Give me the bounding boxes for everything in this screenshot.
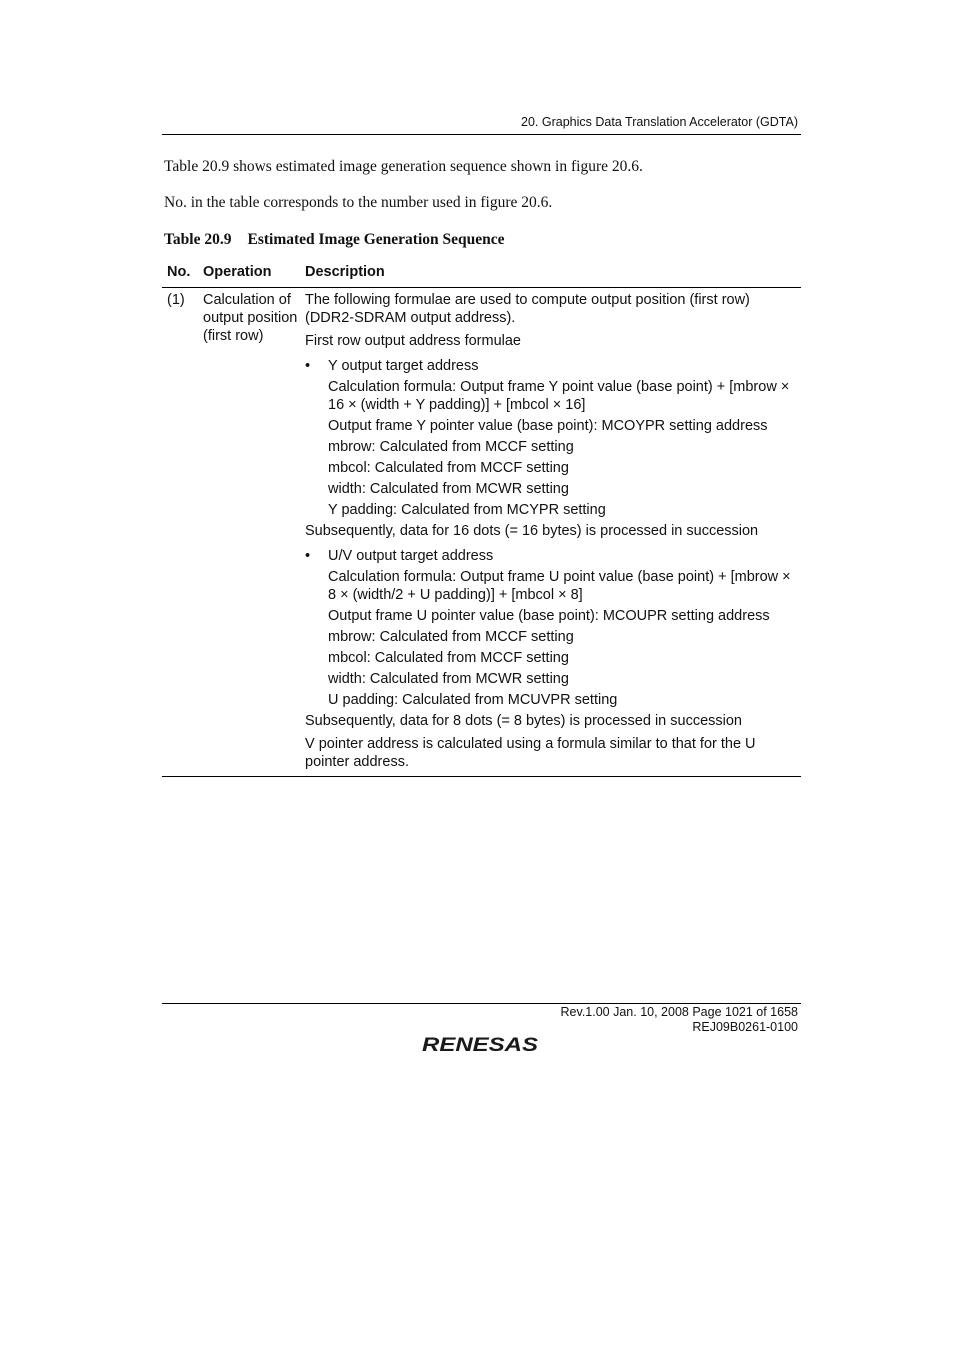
y-succession-note: Subsequently, data for 16 dots (= 16 bytes) is processed in succession [305, 523, 759, 539]
y-mbcol-line: mbcol: Calculated from MCCF setting [328, 460, 569, 476]
intro-paragraph-2: No. in the table corresponds to the number used in figure 20.6. [164, 194, 553, 211]
footer-rule [162, 1003, 801, 1004]
table-header-row [162, 263, 801, 288]
uv-width-line: width: Calculated from MCWR setting [328, 671, 569, 687]
column-header-description: Description [305, 264, 385, 280]
description-intro: The following formulae are used to compute output position (first row) (DDR2-SDRAM output address). [305, 292, 750, 326]
uv-formula: Calculation formula: Output frame U point value (base point) + [mbrow × 8 × (width/2 + U padding)] + [mbcol × 8] [328, 569, 791, 603]
table-row [162, 288, 801, 777]
footer-doc-number: REJ09B0261-0100 [692, 1020, 798, 1034]
y-bullet-title: Y output target address [328, 358, 479, 374]
uv-details [328, 568, 801, 709]
bullet-icon: • [305, 358, 311, 374]
row-number: (1) [167, 292, 185, 308]
uv-bullet-item [305, 547, 801, 565]
uv-mbcol-line: mbcol: Calculated from MCCF setting [328, 650, 569, 666]
sequence-table [162, 263, 801, 777]
column-header-no: No. [167, 264, 191, 280]
table-caption-title: Estimated Image Generation Sequence [247, 231, 505, 248]
uv-bullet-title: U/V output target address [328, 548, 494, 564]
description-subheading: First row output address formulae [305, 333, 521, 349]
uv-succession-note: Subsequently, data for 8 dots (= 8 bytes) is processed in succession [305, 713, 742, 729]
y-formula: Calculation formula: Output frame Y point value (base point) + [mbrow × 16 × (width + Y padding)] + [mbcol × 16] [328, 379, 790, 413]
bullet-icon: • [305, 548, 311, 564]
v-pointer-note: V pointer address is calculated using a formula similar to that for the U pointer address. [305, 736, 756, 770]
table-caption [164, 231, 505, 249]
uv-pointer-line: Output frame U pointer value (base point): MCOUPR setting address [328, 608, 770, 624]
uv-padding-line: U padding: Calculated from MCUVPR setting [328, 692, 618, 708]
y-width-line: width: Calculated from MCWR setting [328, 481, 569, 497]
header-rule [162, 134, 801, 135]
y-bullet-item [305, 357, 801, 375]
footer-info [462, 1005, 798, 1035]
intro-paragraph-1: Table 20.9 shows estimated image generation sequence shown in figure 20.6. [164, 158, 643, 175]
renesas-logo [420, 1032, 542, 1056]
row-operation: Calculation of output position (first row) [203, 292, 298, 344]
footer-revision: Rev.1.00 Jan. 10, 2008 Page 1021 of 1658 [560, 1005, 798, 1019]
row-description [305, 291, 801, 771]
y-details [328, 378, 801, 519]
y-padding-line: Y padding: Calculated from MCYPR setting [328, 502, 606, 518]
renesas-logo-text: RENESAS [422, 1035, 539, 1056]
y-mbrow-line: mbrow: Calculated from MCCF setting [328, 439, 574, 455]
table-caption-number: Table 20.9 [164, 231, 232, 248]
y-pointer-line: Output frame Y pointer value (base point): MCOYPR setting address [328, 418, 768, 434]
column-header-operation: Operation [203, 264, 272, 280]
uv-mbrow-line: mbrow: Calculated from MCCF setting [328, 629, 574, 645]
running-header: 20. Graphics Data Translation Accelerator (GDTA) [521, 115, 798, 129]
